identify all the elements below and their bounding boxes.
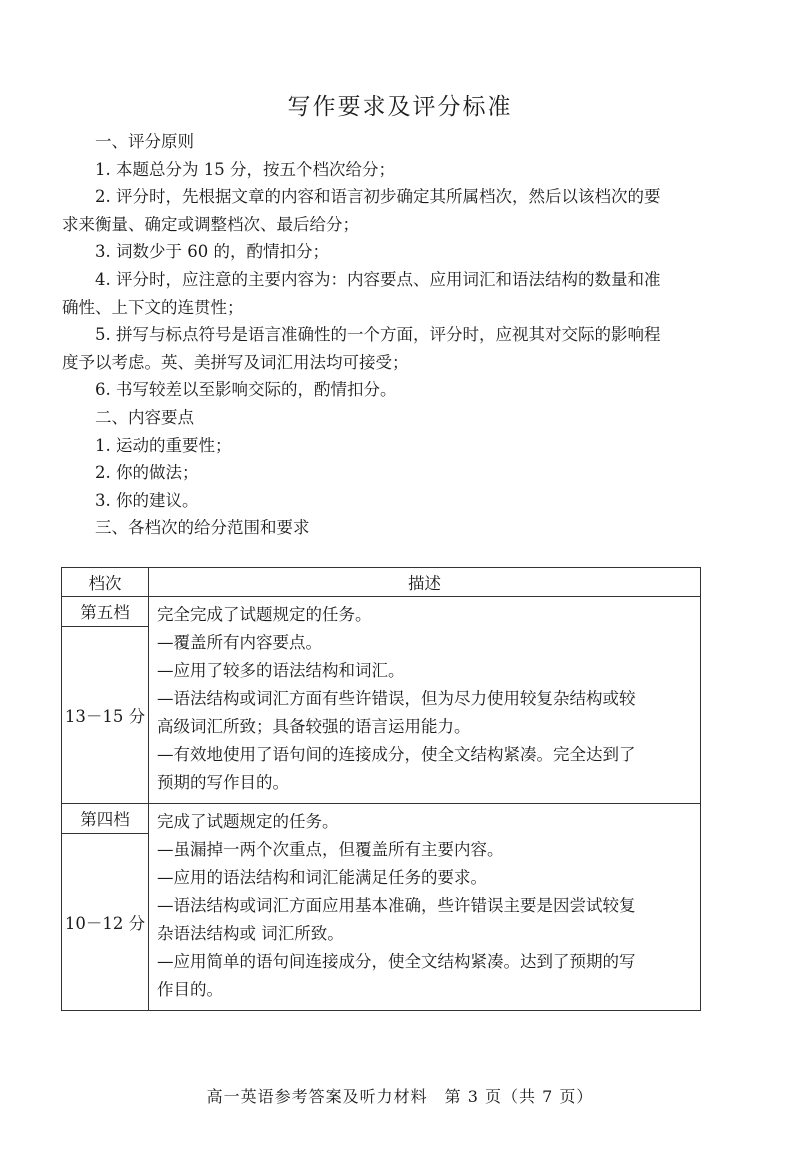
list-item: 2. 你的做法； <box>95 463 199 483</box>
desc-line: —语法结构或词汇方面有些许错误，但为尽力使用较复杂结构或较 <box>157 689 636 708</box>
list-item-continuation: 求来衡量、确定或调整档次、最后给分； <box>62 214 359 234</box>
section-heading: 三、各档次的给分范围和要求 <box>95 518 310 538</box>
desc-line: —应用了较多的语法结构和词汇。 <box>157 661 405 680</box>
table-header-row <box>62 568 701 597</box>
desc-line: 预期的写作目的。 <box>157 773 289 792</box>
desc-line: —虽漏掉一两个次重点，但覆盖所有主要内容。 <box>157 840 504 859</box>
header-desc: 描述 <box>149 568 701 597</box>
desc-line: —有效地使用了语句间的连接成分，使全文结构紧凑。完全达到了 <box>157 745 636 764</box>
list-item: 1. 本题总分为 15 分，按五个档次给分； <box>95 159 395 179</box>
section-heading: 二、内容要点 <box>95 407 194 427</box>
list-item: 4. 评分时，应注意的主要内容为：内容要点、应用词汇和语法结构的数量和准 <box>95 269 661 289</box>
header-level: 档次 <box>62 568 149 597</box>
level-label: 第五档 <box>62 597 149 627</box>
desc-line: —语法结构或词汇方面应用基本准确，些许错误主要是因尝试较复 <box>157 896 636 915</box>
list-item: 2. 评分时，先根据文章的内容和语言初步确定其所属档次，然后以该档次的要 <box>95 187 661 207</box>
level-description <box>149 597 701 804</box>
grading-table <box>61 567 701 1011</box>
level-description <box>149 804 701 1011</box>
table-row <box>62 597 701 627</box>
table-row <box>62 804 701 834</box>
list-item: 1. 运动的重要性； <box>95 435 232 455</box>
desc-line: —应用简单的语句间连接成分，使全文结构紧凑。达到了预期的写 <box>157 952 636 971</box>
section-heading: 一、评分原则 <box>95 132 194 151</box>
page-title: 写作要求及评分标准 <box>287 94 513 120</box>
list-item: 5. 拼写与标点符号是语言准确性的一个方面，评分时，应视其对交际的影响程 <box>95 325 661 345</box>
scoring-principles <box>62 128 742 542</box>
desc-line: 杂语法结构或 词汇所致。 <box>157 924 344 943</box>
list-item-continuation: 度予以考虑。英、美拼写及词汇用法均可接受； <box>62 352 409 372</box>
list-item: 3. 词数少于 60 的，酌情扣分； <box>95 242 329 262</box>
page-footer: 高一英语参考答案及听力材料 第 3 页（共 7 页） <box>206 1087 594 1106</box>
list-item: 6. 书写较差以至影响交际的，酌情扣分。 <box>95 380 397 400</box>
desc-line: 高级词汇所致；具备较强的语言运用能力。 <box>157 717 471 736</box>
desc-line: 作目的。 <box>157 980 223 999</box>
desc-line: 完全完成了试题规定的任务。 <box>157 605 372 624</box>
score-range: 10－12 分 <box>62 833 149 1010</box>
level-label: 第四档 <box>62 804 149 834</box>
list-item: 3. 你的建议。 <box>95 490 199 510</box>
list-item-continuation: 确性、上下文的连贯性； <box>62 297 244 317</box>
desc-line: 完成了试题规定的任务。 <box>157 812 339 831</box>
score-range: 13－15 分 <box>62 626 149 803</box>
desc-line: —应用的语法结构和词汇能满足任务的要求。 <box>157 868 487 887</box>
desc-line: —覆盖所有内容要点。 <box>157 633 322 652</box>
